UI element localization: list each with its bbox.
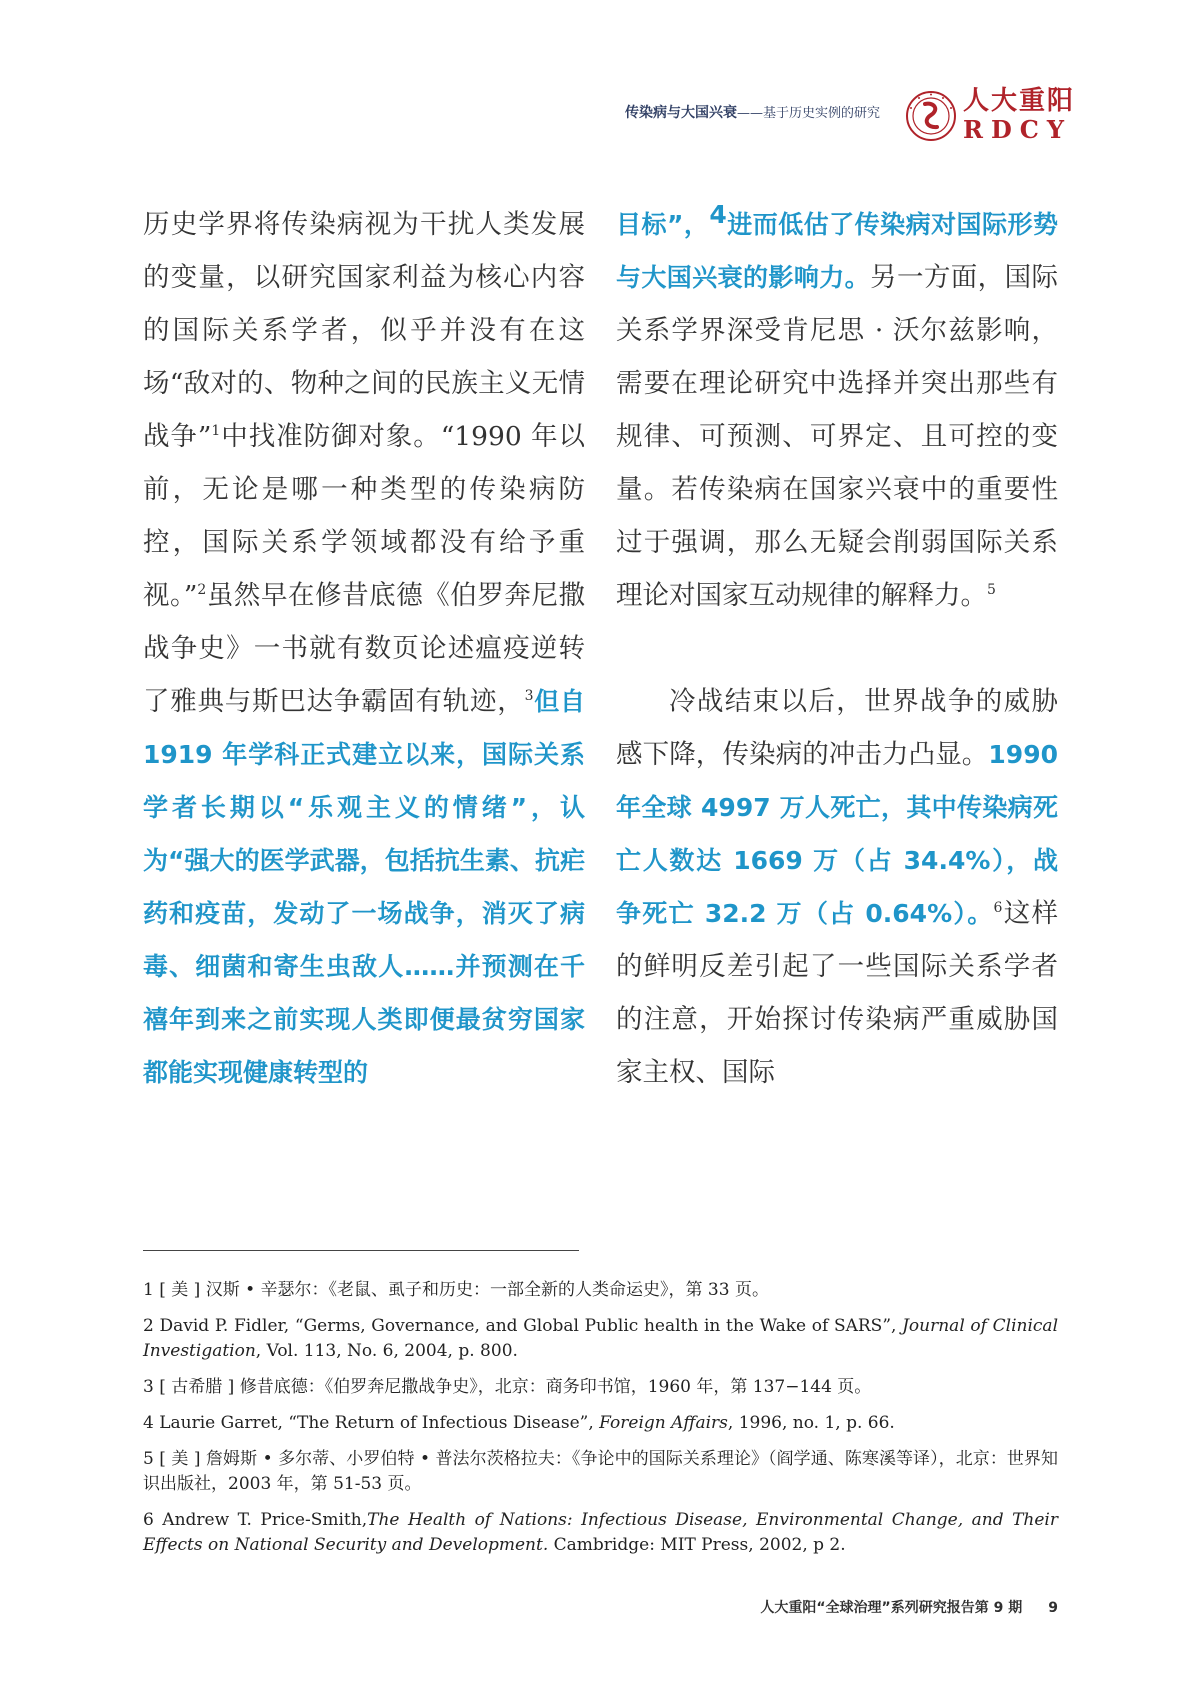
highlighted-text: 进而低估了传染病对国际形势与大国兴衰的影响力。 xyxy=(616,210,1058,292)
running-title-main: 传染病与大国兴衰 xyxy=(624,105,737,121)
footnote xyxy=(143,1508,1058,1558)
running-title-sub: ——基于历史实例的研究 xyxy=(736,106,880,121)
footnote xyxy=(143,1411,1058,1436)
body-text: 虽然早在修昔底德《伯罗奔尼撒战争史》一书就有数页论述瘟疫逆转了雅典与斯巴达争霸固有轨迹， xyxy=(143,580,585,717)
paragraph xyxy=(616,198,1058,622)
logo-english-text: RDCY xyxy=(963,115,1072,144)
running-title xyxy=(625,102,880,122)
footnote xyxy=(143,1375,1058,1400)
footnote-text: Cambridge: MIT Press, 2002, p 2. xyxy=(548,1535,846,1555)
footnote-text: 3 [ 古希腊 ] 修昔底德：《伯罗奔尼撒战争史》，北京：商务印书馆，1960 年，第 137−144 页。 xyxy=(143,1377,872,1397)
body-text: 历史学界将传染病视为干扰人类发展的变量，以研究国家利益为核心内容的国际关系学者，似乎并没有在这场“敌对的、物种之间的民族主义无情战争” xyxy=(143,209,585,452)
footer-series-title: 人大重阳“全球治理”系列研究报告第 9 期 xyxy=(760,1600,1023,1616)
footnote-text: 1 [ 美 ] 汉斯 • 辛瑟尔：《老鼠、虱子和历史：一部全新的人类命运史》，第 33 页。 xyxy=(143,1280,769,1300)
rdcy-logo xyxy=(905,86,1076,146)
footnote-text: 4 Laurie Garret, “The Return of Infectious Disease”, xyxy=(143,1413,600,1433)
highlighted-text: 1990 年全球 4997 万人死亡，其中传染病死亡人数达 1669 万（占 34.4%），战争死亡 32.2 万（占 0.64%）。 xyxy=(616,740,1058,928)
page-number: 9 xyxy=(1048,1600,1058,1616)
body-text: 冷战结束以后，世界战争的威胁感下降，传染病的冲击力凸显。 xyxy=(616,686,1058,770)
footnote-text: 6 Andrew T. Price-Smith, xyxy=(143,1510,368,1530)
footnote-text: , 1996, no. 1, p. 66. xyxy=(727,1413,895,1433)
footnote-book-title: The Health of Nations: Infectious Disease, Environmental Change, and Their Effects on National Security and Development. xyxy=(143,1510,1058,1555)
footnote-journal: Journal of Clinical Investigation xyxy=(143,1316,1058,1361)
logo-chinese-text: 人大重阳 xyxy=(963,86,1076,116)
body-text: 中找准防御对象。“1990 年以前，无论是哪一种类型的传染病防控，国际关系学领域都没有给予重视。” xyxy=(143,421,585,611)
footnote-text: 5 [ 美 ] 詹姆斯 • 多尔蒂、小罗伯特 • 普法尔茨格拉夫：《争论中的国际关系理论》（阎学通、陈寒溪等译），北京：世界知识出版社，2003 年，第 51-53 页。 xyxy=(143,1449,1058,1494)
footnote-ref: 5 xyxy=(987,582,996,599)
footnotes xyxy=(143,1278,1058,1569)
highlighted-text: 但自 1919 年学科正式建立以来，国际关系学者长期以“乐观主义的情绪”，认为“强大的医学武器，包括抗生素、抗疟药和疫苗，发动了一场战争，消灭了病毒、细菌和寄生虫敌人……并预测在千禧年到来之前实现人类即便最贫穷国家都能实现健康转型的 xyxy=(143,687,585,1087)
body-text: 这样的鲜明反差引起了一些国际关系学者的注意，开始探讨传染病严重威胁国家主权、国际 xyxy=(616,898,1058,1088)
left-column xyxy=(143,198,585,1099)
page-footer xyxy=(760,1597,1058,1617)
paragraph xyxy=(143,198,585,1099)
footnote-divider xyxy=(143,1250,579,1251)
body-text: 另一方面，国际关系学界深受肯尼思 · 沃尔兹影响，需要在理论研究中选择并突出那些有规律、可预测、可界定、且可控的变量。若传染病在国家兴衰中的重要性过于强调，那么无疑会削弱国际关系理论对国家互动规律的解释力。 xyxy=(616,262,1058,611)
right-column xyxy=(616,198,1058,1099)
footnote-ref: 6 xyxy=(993,900,1003,917)
footnote-ref: 4 xyxy=(709,200,727,230)
footnote-ref: 3 xyxy=(524,688,534,705)
footnote-journal: Foreign Affairs xyxy=(599,1413,728,1433)
circular-seal-icon xyxy=(905,90,957,142)
footnote-ref: 1 xyxy=(211,423,221,440)
footnote-text: , Vol. 113, No. 6, 2004, p. 800. xyxy=(255,1341,518,1361)
footnote xyxy=(143,1314,1058,1364)
paragraph-gap xyxy=(616,622,1058,675)
page-header xyxy=(0,86,1200,150)
footnote-text: 2 David P. Fidler, “Germs, Governance, and Global Public health in the Wake of SARS”, xyxy=(143,1316,903,1336)
paragraph xyxy=(616,675,1058,1099)
highlighted-text: 目标”， xyxy=(616,210,710,239)
footnote-ref: 2 xyxy=(197,582,207,599)
footnote xyxy=(143,1447,1058,1497)
footnote xyxy=(143,1278,1058,1303)
